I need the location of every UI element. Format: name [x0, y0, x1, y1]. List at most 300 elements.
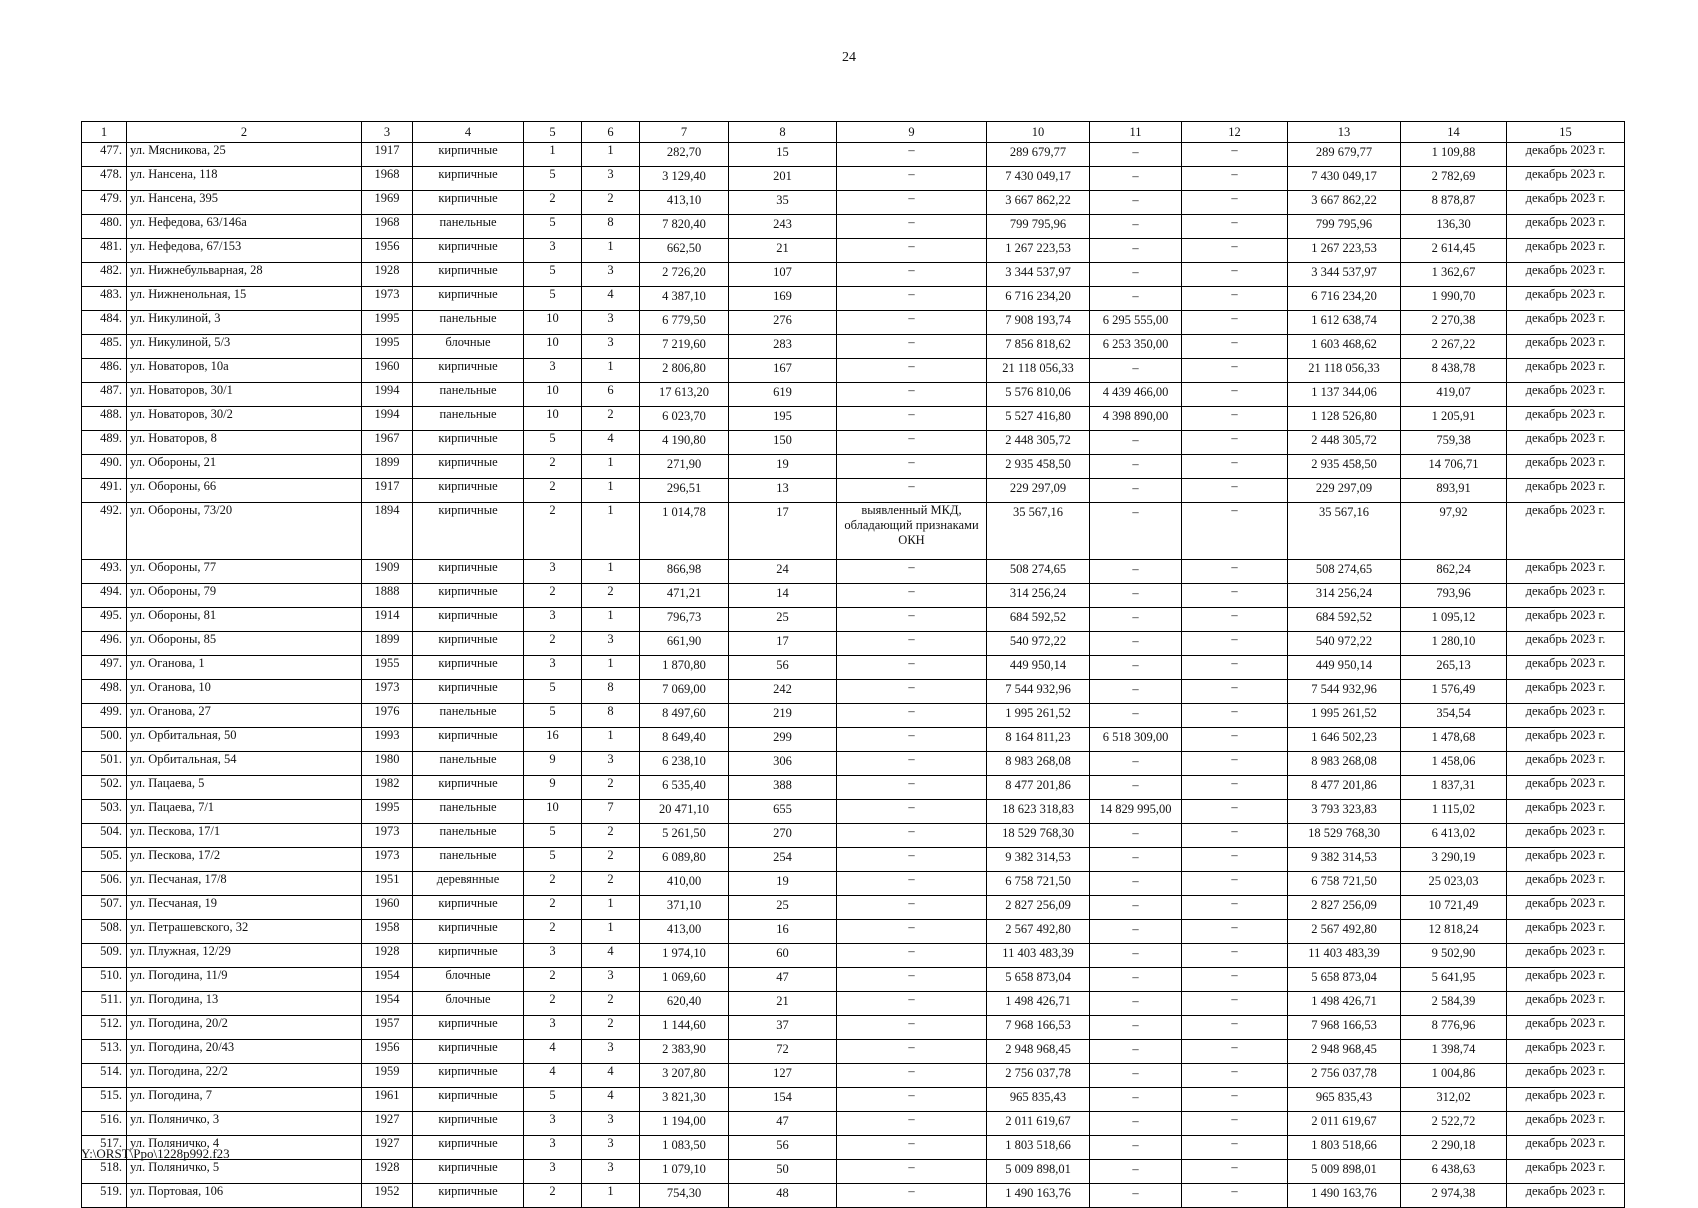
table-cell: кирпичные [413, 503, 524, 560]
table-cell: – [1182, 335, 1288, 359]
table-cell: 799 795,96 [1288, 215, 1401, 239]
table-cell: – [837, 1016, 987, 1040]
table-cell: декабрь 2023 г. [1507, 239, 1625, 263]
table-cell: 3 [524, 239, 582, 263]
table-cell: 229 297,09 [987, 479, 1090, 503]
table-cell: 4 [524, 1064, 582, 1088]
table-cell: 3 290,19 [1401, 848, 1507, 872]
table-cell: 3 [524, 608, 582, 632]
table-cell: – [837, 479, 987, 503]
table-cell: 6 716 234,20 [987, 287, 1090, 311]
table-cell: 4 [582, 944, 640, 968]
table-cell: 2 011 619,67 [987, 1112, 1090, 1136]
table-cell: – [1182, 992, 1288, 1016]
table-cell: декабрь 2023 г. [1507, 968, 1625, 992]
table-cell: 2 383,90 [640, 1040, 729, 1064]
table-cell: – [837, 143, 987, 167]
table-cell: 862,24 [1401, 560, 1507, 584]
table-cell: 504. [82, 824, 127, 848]
table-cell: 540 972,22 [987, 632, 1090, 656]
table-cell: 449 950,14 [987, 656, 1090, 680]
table-cell: 2 614,45 [1401, 239, 1507, 263]
table-cell: декабрь 2023 г. [1507, 383, 1625, 407]
table-cell: декабрь 2023 г. [1507, 752, 1625, 776]
table-cell: 314 256,24 [987, 584, 1090, 608]
table-cell: декабрь 2023 г. [1507, 848, 1625, 872]
table-row [82, 431, 1625, 455]
table-cell: декабрь 2023 г. [1507, 335, 1625, 359]
table-cell: 1 014,78 [640, 503, 729, 560]
table-cell: 2 584,39 [1401, 992, 1507, 1016]
table-cell: 5 576 810,06 [987, 383, 1090, 407]
table-cell: 276 [729, 311, 837, 335]
table-cell: 5 641,95 [1401, 968, 1507, 992]
table-cell: 2 935 458,50 [1288, 455, 1401, 479]
table-cell: 25 023,03 [1401, 872, 1507, 896]
table-cell: 4 190,80 [640, 431, 729, 455]
table-cell: 21 118 056,33 [987, 359, 1090, 383]
table-cell: 483. [82, 287, 127, 311]
table-cell: 169 [729, 287, 837, 311]
table-cell: – [1090, 263, 1182, 287]
table-cell: 1951 [362, 872, 413, 896]
table-cell: 8 [582, 215, 640, 239]
table-cell: кирпичные [413, 1160, 524, 1184]
table-cell: – [837, 800, 987, 824]
table-cell: – [1182, 920, 1288, 944]
table-row [82, 479, 1625, 503]
column-header: 4 [413, 122, 524, 143]
table-row [82, 1040, 1625, 1064]
table-cell: 1 [582, 560, 640, 584]
table-cell: ул. Нижненольная, 15 [127, 287, 362, 311]
table-cell: ул. Обороны, 66 [127, 479, 362, 503]
table-cell: 9 [524, 752, 582, 776]
table-cell: 481. [82, 239, 127, 263]
table-cell: 7 968 166,53 [1288, 1016, 1401, 1040]
table-cell: 127 [729, 1064, 837, 1088]
table-cell: 1 194,00 [640, 1112, 729, 1136]
column-header: 7 [640, 122, 729, 143]
table-cell: – [1182, 1016, 1288, 1040]
table-cell: 1 095,12 [1401, 608, 1507, 632]
table-cell: 1 069,60 [640, 968, 729, 992]
table-cell: ул. Никулиной, 3 [127, 311, 362, 335]
table-cell: 229 297,09 [1288, 479, 1401, 503]
table-cell: 4 387,10 [640, 287, 729, 311]
table-cell: декабрь 2023 г. [1507, 167, 1625, 191]
table-cell: 195 [729, 407, 837, 431]
table-cell: – [1182, 800, 1288, 824]
table-cell: 17 613,20 [640, 383, 729, 407]
table-cell: 9 502,90 [1401, 944, 1507, 968]
table-row [82, 359, 1625, 383]
table-cell: – [1182, 584, 1288, 608]
table-cell: – [1182, 407, 1288, 431]
table-cell: 5 [524, 431, 582, 455]
table-cell: 508 274,65 [1288, 560, 1401, 584]
table-cell: – [1182, 560, 1288, 584]
table-cell: – [1090, 560, 1182, 584]
table-cell: 477. [82, 143, 127, 167]
table-cell: 6 413,02 [1401, 824, 1507, 848]
table-cell: 1959 [362, 1064, 413, 1088]
table-row [82, 872, 1625, 896]
table-cell: 3 [582, 311, 640, 335]
table-cell: 1995 [362, 335, 413, 359]
table-cell: 513. [82, 1040, 127, 1064]
table-cell: 7 820,40 [640, 215, 729, 239]
table-cell: панельные [413, 824, 524, 848]
table-cell: – [1182, 776, 1288, 800]
table-cell: ул. Новаторов, 30/1 [127, 383, 362, 407]
table-cell: 866,98 [640, 560, 729, 584]
table-cell: ул. Мясникова, 25 [127, 143, 362, 167]
table-cell: 7 856 818,62 [987, 335, 1090, 359]
table-cell: 509. [82, 944, 127, 968]
table-cell: кирпичные [413, 263, 524, 287]
table-cell: 7 544 932,96 [987, 680, 1090, 704]
table-cell: кирпичные [413, 896, 524, 920]
table-cell: кирпичные [413, 167, 524, 191]
table-row [82, 1136, 1625, 1160]
table-cell: 18 623 318,83 [987, 800, 1090, 824]
table-cell: – [837, 407, 987, 431]
table-cell: 3 [582, 263, 640, 287]
table-cell: 1995 [362, 311, 413, 335]
table-cell: 1 490 163,76 [987, 1184, 1090, 1208]
table-cell: – [1090, 431, 1182, 455]
table-cell: 1 646 502,23 [1288, 728, 1401, 752]
table-row [82, 992, 1625, 1016]
table-cell: 1956 [362, 239, 413, 263]
table-cell: декабрь 2023 г. [1507, 896, 1625, 920]
table-cell: 289 679,77 [987, 143, 1090, 167]
table-cell: 6 438,63 [1401, 1160, 1507, 1184]
table-cell: – [1182, 287, 1288, 311]
table-cell: 485. [82, 335, 127, 359]
table-cell: 1 205,91 [1401, 407, 1507, 431]
table-cell: 8 164 811,23 [987, 728, 1090, 752]
table-cell: кирпичные [413, 944, 524, 968]
table-cell: 1 837,31 [1401, 776, 1507, 800]
table-cell: 2 448 305,72 [1288, 431, 1401, 455]
table-cell: 2 935 458,50 [987, 455, 1090, 479]
table-cell: 47 [729, 968, 837, 992]
table-cell: 3 [582, 167, 640, 191]
table-cell: 1 [582, 143, 640, 167]
table-row [82, 920, 1625, 944]
table-cell: 299 [729, 728, 837, 752]
table-cell: 47 [729, 1112, 837, 1136]
table-cell: 503. [82, 800, 127, 824]
table-cell: 471,21 [640, 584, 729, 608]
table-cell: декабрь 2023 г. [1507, 191, 1625, 215]
table-cell: – [1090, 848, 1182, 872]
table-cell: 3 344 537,97 [987, 263, 1090, 287]
table-cell: кирпичные [413, 656, 524, 680]
table-row [82, 167, 1625, 191]
table-cell: 489. [82, 431, 127, 455]
table-cell: 1 803 518,66 [987, 1136, 1090, 1160]
table-cell: декабрь 2023 г. [1507, 287, 1625, 311]
table-cell: 1973 [362, 848, 413, 872]
table-cell: 1 128 526,80 [1288, 407, 1401, 431]
table-cell: 505. [82, 848, 127, 872]
table-cell: 1 362,67 [1401, 263, 1507, 287]
table-cell: 16 [729, 920, 837, 944]
table-cell: 8 776,96 [1401, 1016, 1507, 1040]
table-cell: ул. Петрашевского, 32 [127, 920, 362, 944]
table-cell: – [837, 287, 987, 311]
column-header: 1 [82, 122, 127, 143]
table-cell: – [837, 656, 987, 680]
table-cell: 540 972,22 [1288, 632, 1401, 656]
table-cell: 508. [82, 920, 127, 944]
table-cell: 25 [729, 608, 837, 632]
table-cell: 7 430 049,17 [987, 167, 1090, 191]
table-cell: 498. [82, 680, 127, 704]
table-cell: 1 280,10 [1401, 632, 1507, 656]
table-cell: – [837, 608, 987, 632]
table-cell: декабрь 2023 г. [1507, 215, 1625, 239]
table-cell: 5 [524, 167, 582, 191]
table-cell: ул. Нефедова, 67/153 [127, 239, 362, 263]
table-cell: 1 079,10 [640, 1160, 729, 1184]
table-cell: 1 803 518,66 [1288, 1136, 1401, 1160]
table-cell: 4 439 466,00 [1090, 383, 1182, 407]
table-cell: 1 144,60 [640, 1016, 729, 1040]
table-cell: – [1182, 632, 1288, 656]
table-cell: 1982 [362, 776, 413, 800]
table-cell: – [837, 1112, 987, 1136]
table-cell: 1 995 261,52 [987, 704, 1090, 728]
table-cell: ул. Нижнебульварная, 28 [127, 263, 362, 287]
table-row [82, 143, 1625, 167]
table-cell: ул. Плужная, 12/29 [127, 944, 362, 968]
table-cell: 492. [82, 503, 127, 560]
column-header: 6 [582, 122, 640, 143]
table-cell: декабрь 2023 г. [1507, 704, 1625, 728]
table-cell: 21 118 056,33 [1288, 359, 1401, 383]
table-cell: 3 207,80 [640, 1064, 729, 1088]
table-cell: 9 [524, 776, 582, 800]
table-cell: ул. Новаторов, 10а [127, 359, 362, 383]
table-cell: – [1182, 383, 1288, 407]
table-cell: 5 009 898,01 [987, 1160, 1090, 1184]
table-cell: 270 [729, 824, 837, 848]
table-cell: ул. Обороны, 79 [127, 584, 362, 608]
table-cell: кирпичные [413, 479, 524, 503]
table-cell: ул. Новаторов, 8 [127, 431, 362, 455]
table-cell: 516. [82, 1112, 127, 1136]
table-cell: декабрь 2023 г. [1507, 944, 1625, 968]
table-cell: 494. [82, 584, 127, 608]
table-row [82, 632, 1625, 656]
table-cell: – [837, 1040, 987, 1064]
column-header: 13 [1288, 122, 1401, 143]
table-cell: 478. [82, 167, 127, 191]
table-cell: кирпичные [413, 1016, 524, 1040]
table-cell: 2 270,38 [1401, 311, 1507, 335]
table-cell: – [1182, 311, 1288, 335]
table-cell: 1914 [362, 608, 413, 632]
table-cell: 14 829 995,00 [1090, 800, 1182, 824]
table-cell: 1888 [362, 584, 413, 608]
table-cell: декабрь 2023 г. [1507, 263, 1625, 287]
table-cell: 5 009 898,01 [1288, 1160, 1401, 1184]
table-cell: 1957 [362, 1016, 413, 1040]
table-cell: кирпичные [413, 608, 524, 632]
table-cell: 6 518 309,00 [1090, 728, 1182, 752]
table-cell: декабрь 2023 г. [1507, 1016, 1625, 1040]
table-cell: 11 403 483,39 [987, 944, 1090, 968]
table-cell: 2 782,69 [1401, 167, 1507, 191]
table-cell: 6 023,70 [640, 407, 729, 431]
table-cell: 50 [729, 1160, 837, 1184]
table-cell: кирпичные [413, 431, 524, 455]
table-cell: 1 995 261,52 [1288, 704, 1401, 728]
table-cell: 10 [524, 800, 582, 824]
table-cell: 2 948 968,45 [1288, 1040, 1401, 1064]
table-cell: кирпичные [413, 560, 524, 584]
table-cell: – [1182, 1160, 1288, 1184]
table-cell: – [1182, 1088, 1288, 1112]
table-cell: – [1090, 824, 1182, 848]
table-cell: – [837, 992, 987, 1016]
table-cell: – [1182, 872, 1288, 896]
table-cell: – [837, 263, 987, 287]
table-cell: – [1090, 1136, 1182, 1160]
table-cell: 21 [729, 239, 837, 263]
table-cell: 1960 [362, 359, 413, 383]
table-cell: ул. Песчаная, 19 [127, 896, 362, 920]
table-cell: 1 [582, 896, 640, 920]
table-cell: 419,07 [1401, 383, 1507, 407]
table-cell: деревянные [413, 872, 524, 896]
table-cell: декабрь 2023 г. [1507, 1112, 1625, 1136]
table-cell: 15 [729, 143, 837, 167]
table-cell: 1927 [362, 1112, 413, 1136]
table-cell: блочные [413, 968, 524, 992]
table-cell: кирпичные [413, 632, 524, 656]
table-cell: – [1090, 1088, 1182, 1112]
table-cell: – [1090, 359, 1182, 383]
table-cell: 6 535,40 [640, 776, 729, 800]
table-cell: 10 [524, 383, 582, 407]
table-cell: – [1182, 503, 1288, 560]
table-cell: 1954 [362, 992, 413, 1016]
table-row [82, 263, 1625, 287]
table-cell: 289 679,77 [1288, 143, 1401, 167]
table-cell: 8 497,60 [640, 704, 729, 728]
table-row [82, 608, 1625, 632]
table-cell: 1 478,68 [1401, 728, 1507, 752]
table-cell: ул. Оганова, 1 [127, 656, 362, 680]
table-cell: 6 089,80 [640, 848, 729, 872]
table-cell: 496. [82, 632, 127, 656]
table-cell: 8 477 201,86 [1288, 776, 1401, 800]
housing-registry-table [81, 121, 1625, 1208]
table-cell: декабрь 2023 г. [1507, 776, 1625, 800]
table-cell: 271,90 [640, 455, 729, 479]
table-cell: 10 [524, 335, 582, 359]
table-cell: 1956 [362, 1040, 413, 1064]
table-cell: ул. Обороны, 77 [127, 560, 362, 584]
table-cell: кирпичные [413, 1088, 524, 1112]
table-cell: – [837, 383, 987, 407]
table-cell: ул. Никулиной, 5/3 [127, 335, 362, 359]
table-cell: 515. [82, 1088, 127, 1112]
table-cell: 5 [524, 680, 582, 704]
table-cell: 2 [524, 896, 582, 920]
table-cell: 1 [582, 239, 640, 263]
table-cell: 3 [524, 944, 582, 968]
table-cell: 3 [524, 1016, 582, 1040]
table-cell: 3 [524, 1160, 582, 1184]
table-cell: – [837, 920, 987, 944]
page-number: 24 [842, 50, 856, 65]
table-row [82, 848, 1625, 872]
table-cell: 1917 [362, 479, 413, 503]
table-cell: 18 529 768,30 [1288, 824, 1401, 848]
table-cell: декабрь 2023 г. [1507, 824, 1625, 848]
table-cell: 72 [729, 1040, 837, 1064]
table-cell: 8 983 268,08 [987, 752, 1090, 776]
table-cell: 35 567,16 [1288, 503, 1401, 560]
table-cell: – [837, 239, 987, 263]
table-cell: ул. Нефедова, 63/146а [127, 215, 362, 239]
table-cell: 1994 [362, 407, 413, 431]
table-cell: – [1182, 191, 1288, 215]
table-cell: – [837, 560, 987, 584]
table-cell: 56 [729, 656, 837, 680]
table-cell: декабрь 2023 г. [1507, 1136, 1625, 1160]
table-cell: декабрь 2023 г. [1507, 479, 1625, 503]
table-row [82, 239, 1625, 263]
table-cell: декабрь 2023 г. [1507, 407, 1625, 431]
table-cell: – [1090, 896, 1182, 920]
table-cell: кирпичные [413, 359, 524, 383]
table-cell: 3 [582, 1136, 640, 1160]
table-cell: – [837, 335, 987, 359]
table-cell: – [1182, 704, 1288, 728]
table-cell: 1993 [362, 728, 413, 752]
table-cell: 1 [582, 455, 640, 479]
table-cell: 2 [524, 1184, 582, 1208]
table-cell: – [1182, 143, 1288, 167]
column-number-header-row [82, 122, 1625, 143]
table-cell: 1961 [362, 1088, 413, 1112]
table-cell: 1 498 426,71 [987, 992, 1090, 1016]
table-cell: 25 [729, 896, 837, 920]
table-cell: – [1182, 680, 1288, 704]
table-cell: панельные [413, 383, 524, 407]
table-cell: – [1182, 1184, 1288, 1208]
table-cell: 219 [729, 704, 837, 728]
table-cell: 2 [582, 848, 640, 872]
table-cell: 17 [729, 503, 837, 560]
table-cell: 19 [729, 872, 837, 896]
table-cell: – [837, 824, 987, 848]
table-cell: – [837, 680, 987, 704]
table-cell: ул. Погодина, 13 [127, 992, 362, 1016]
table-cell: 1973 [362, 824, 413, 848]
table-cell: 1 [582, 359, 640, 383]
table-cell: 2 [582, 872, 640, 896]
table-cell: – [837, 896, 987, 920]
table-cell: ул. Нансена, 118 [127, 167, 362, 191]
